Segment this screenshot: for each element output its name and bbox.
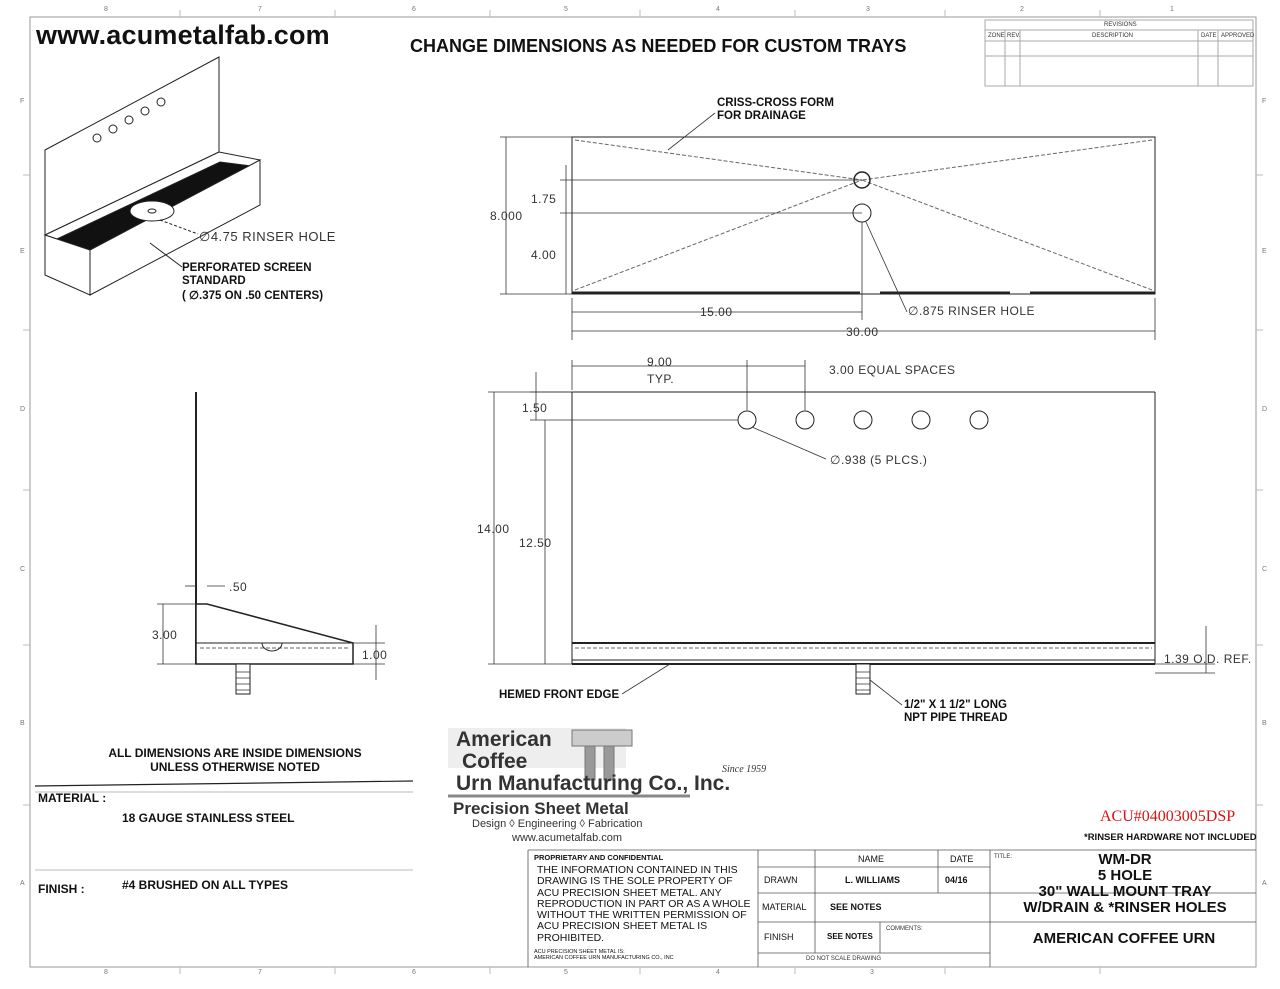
proprietary-text (537, 865, 751, 944)
dims-note-line: UNLESS OTHERWISE NOTED (150, 760, 320, 774)
dim-900: 9.00 (647, 355, 673, 369)
zone-col-label-bottom: 7 (258, 969, 262, 976)
drawing-headline: CHANGE DIMENSIONS AS NEEDED FOR CUSTOM TRAYS (410, 36, 907, 56)
dim-300: 3.00 (152, 628, 178, 642)
revisions-col-rev: REV. (1007, 33, 1021, 39)
criss-cross-label: CRISS-CROSS FORM (717, 97, 834, 109)
brand-line-2: Coffee (462, 750, 528, 773)
brand-services: Design ◊ Engineering ◊ Fabrication (472, 818, 643, 830)
zone-row-label-right: A (1262, 880, 1267, 887)
company-note (534, 949, 674, 961)
dim-400: 4.00 (531, 248, 557, 262)
holes-label: ∅.938 (5 PLCS.) (830, 453, 928, 467)
top-view-dims (500, 113, 1155, 340)
zone-row-label-right: D (1262, 406, 1268, 413)
material-label: MATERIAL : (38, 791, 107, 805)
drawn-name: L. WILLIAMS (845, 875, 900, 885)
equal-spaces-label: 3.00 EQUAL SPACES (829, 363, 956, 377)
zone-col-label-bottom: 4 (716, 969, 720, 976)
dim-depth: 8.000 (490, 209, 523, 223)
zone-row-label: C (20, 566, 26, 573)
drawn-date: 04/16 (945, 875, 968, 885)
dim-1400: 14.00 (477, 522, 510, 536)
pipe-thread-label: NPT PIPE THREAD (904, 712, 1008, 724)
zone-col-label: 2 (1020, 6, 1024, 13)
zone-row-label-right: E (1262, 248, 1267, 255)
zone-row-label-right: B (1262, 720, 1267, 727)
revisions-col-date: DATE (1201, 33, 1217, 39)
zone-row-label: B (20, 720, 25, 727)
dim-3000: 30.00 (846, 325, 879, 339)
title-company: AMERICAN COFFEE URN (1032, 930, 1216, 947)
material-value: 18 GAUGE STAINLESS STEEL (122, 811, 295, 825)
dims-note (60, 746, 410, 774)
zone-row-label: A (20, 880, 25, 887)
title-line: W/DRAIN & *RINSER HOLES (1023, 899, 1227, 916)
brand-tagline: Precision Sheet Metal (453, 799, 629, 818)
dim-175: 1.75 (531, 192, 557, 206)
proprietary-title: PROPRIETARY AND CONFIDENTIAL (534, 853, 664, 862)
zone-col-label-bottom: 5 (564, 969, 568, 976)
dim-1250: 12.50 (519, 536, 552, 550)
iso-view (45, 57, 260, 295)
zone-row-label: D (20, 406, 26, 413)
zone-col-label: 5 (564, 6, 568, 13)
zone-row-label: E (20, 248, 25, 255)
top-rinser-hole-label: ∅.875 RINSER HOLE (908, 304, 1035, 318)
dim-050: .50 (229, 580, 248, 594)
perforated-screen-label: ( ∅.375 ON .50 CENTERS) (182, 290, 324, 302)
zone-col-label: 6 (412, 6, 416, 13)
name-header: NAME (858, 854, 885, 864)
zone-col-label: 7 (258, 6, 262, 13)
company-note-line: ACU PRECISION SHEET METAL IS: (534, 949, 625, 955)
title-line: 30" WALL MOUNT TRAY (1038, 883, 1212, 900)
zone-row-label-right: C (1262, 566, 1268, 573)
zone-col-label: 3 (866, 6, 870, 13)
zone-col-label-bottom: 6 (412, 969, 416, 976)
hemmed-edge-label: HEMED FRONT EDGE (499, 689, 620, 701)
brand-line-3: Urn Manufacturing Co., Inc. (456, 772, 731, 795)
front-view-dims (488, 360, 1215, 705)
pipe-thread-label: 1/2" X 1 1/2" LONG (904, 699, 1007, 711)
drawn-label: DRAWN (764, 875, 798, 885)
title-line: 5 HOLE (1097, 867, 1153, 884)
zone-row-label: F (20, 98, 25, 105)
dim-1500: 15.00 (700, 305, 733, 319)
od-ref-label: 1.39 O.D. REF. (1164, 652, 1252, 666)
top-view (572, 137, 1155, 294)
proprietary-line: DRAWING IS THE SOLE PROPERTY OF (537, 875, 733, 888)
front-view (572, 392, 1155, 694)
title-line: WM-DR (1098, 851, 1152, 868)
brand-since: Since 1959 (722, 764, 767, 775)
iso-rinser-hole-label: ∅4.75 RINSER HOLE (199, 229, 336, 244)
zone-col-label-bottom: 3 (870, 969, 874, 976)
company-note-line: AMERICAN COFFEE URN MANUFACTURING CO., INC (534, 955, 674, 961)
title-label: TITLE: (994, 854, 1013, 860)
drawing-title (1010, 852, 1240, 916)
brand-website: www.acumetalfab.com (512, 832, 623, 844)
material-block-value: SEE NOTES (830, 902, 882, 912)
finish-label: FINISH : (38, 882, 85, 896)
dim-150: 1.50 (522, 401, 548, 415)
revisions-col-zone: ZONE (988, 33, 1005, 39)
website-heading: www.acumetalfab.com (36, 20, 330, 50)
proprietary-line: PROHIBITED. (537, 931, 605, 944)
rinser-hardware-note: *RINSER HARDWARE NOT INCLUDED (1084, 832, 1257, 843)
proprietary-line: THE INFORMATION CONTAINED IN THIS (537, 864, 738, 876)
proprietary-line: ACU PRECISION SHEET METAL IS (537, 920, 708, 933)
proprietary-line: ACU PRECISION SHEET METAL. ANY (537, 886, 722, 899)
typ-label: TYP. (647, 372, 675, 386)
material-block-label: MATERIAL (762, 902, 807, 912)
proprietary-line: WITHOUT THE WRITTEN PERMISSION OF (537, 909, 747, 922)
revision-block (985, 20, 1253, 86)
finish-value: #4 BRUSHED ON ALL TYPES (122, 878, 289, 892)
zone-row-label-right: F (1262, 98, 1267, 105)
dim-100: 1.00 (362, 648, 388, 662)
brand-line-1: American (456, 728, 552, 751)
proprietary-line: REPRODUCTION IN PART OR AS A WHOLE (537, 897, 751, 910)
revisions-title: REVISIONS (1104, 22, 1137, 28)
do-not-scale: DO NOT SCALE DRAWING (806, 956, 882, 962)
zone-col-label: 4 (716, 6, 720, 13)
zone-col-label-bottom: 8 (104, 969, 108, 976)
dims-note-line: ALL DIMENSIONS ARE INSIDE DIMENSIONS (108, 746, 362, 760)
revisions-col-description: DESCRIPTION (1092, 33, 1134, 39)
perforated-screen-label: PERFORATED SCREEN (182, 262, 312, 274)
finish-block-value: SEE NOTES (827, 932, 873, 941)
comments-label: COMMENTS: (886, 926, 923, 932)
revisions-col-approved: APPROVED (1221, 33, 1255, 39)
perforated-screen-label: STANDARD (182, 275, 246, 287)
zone-col-label: 8 (104, 6, 108, 13)
zone-col-label: 1 (1170, 6, 1174, 13)
criss-cross-label: FOR DRAINAGE (717, 110, 806, 122)
finish-block-label: FINISH (764, 932, 794, 942)
part-number: ACU#04003005DSP (1100, 808, 1236, 825)
side-view (196, 392, 353, 694)
date-header: DATE (950, 854, 974, 864)
